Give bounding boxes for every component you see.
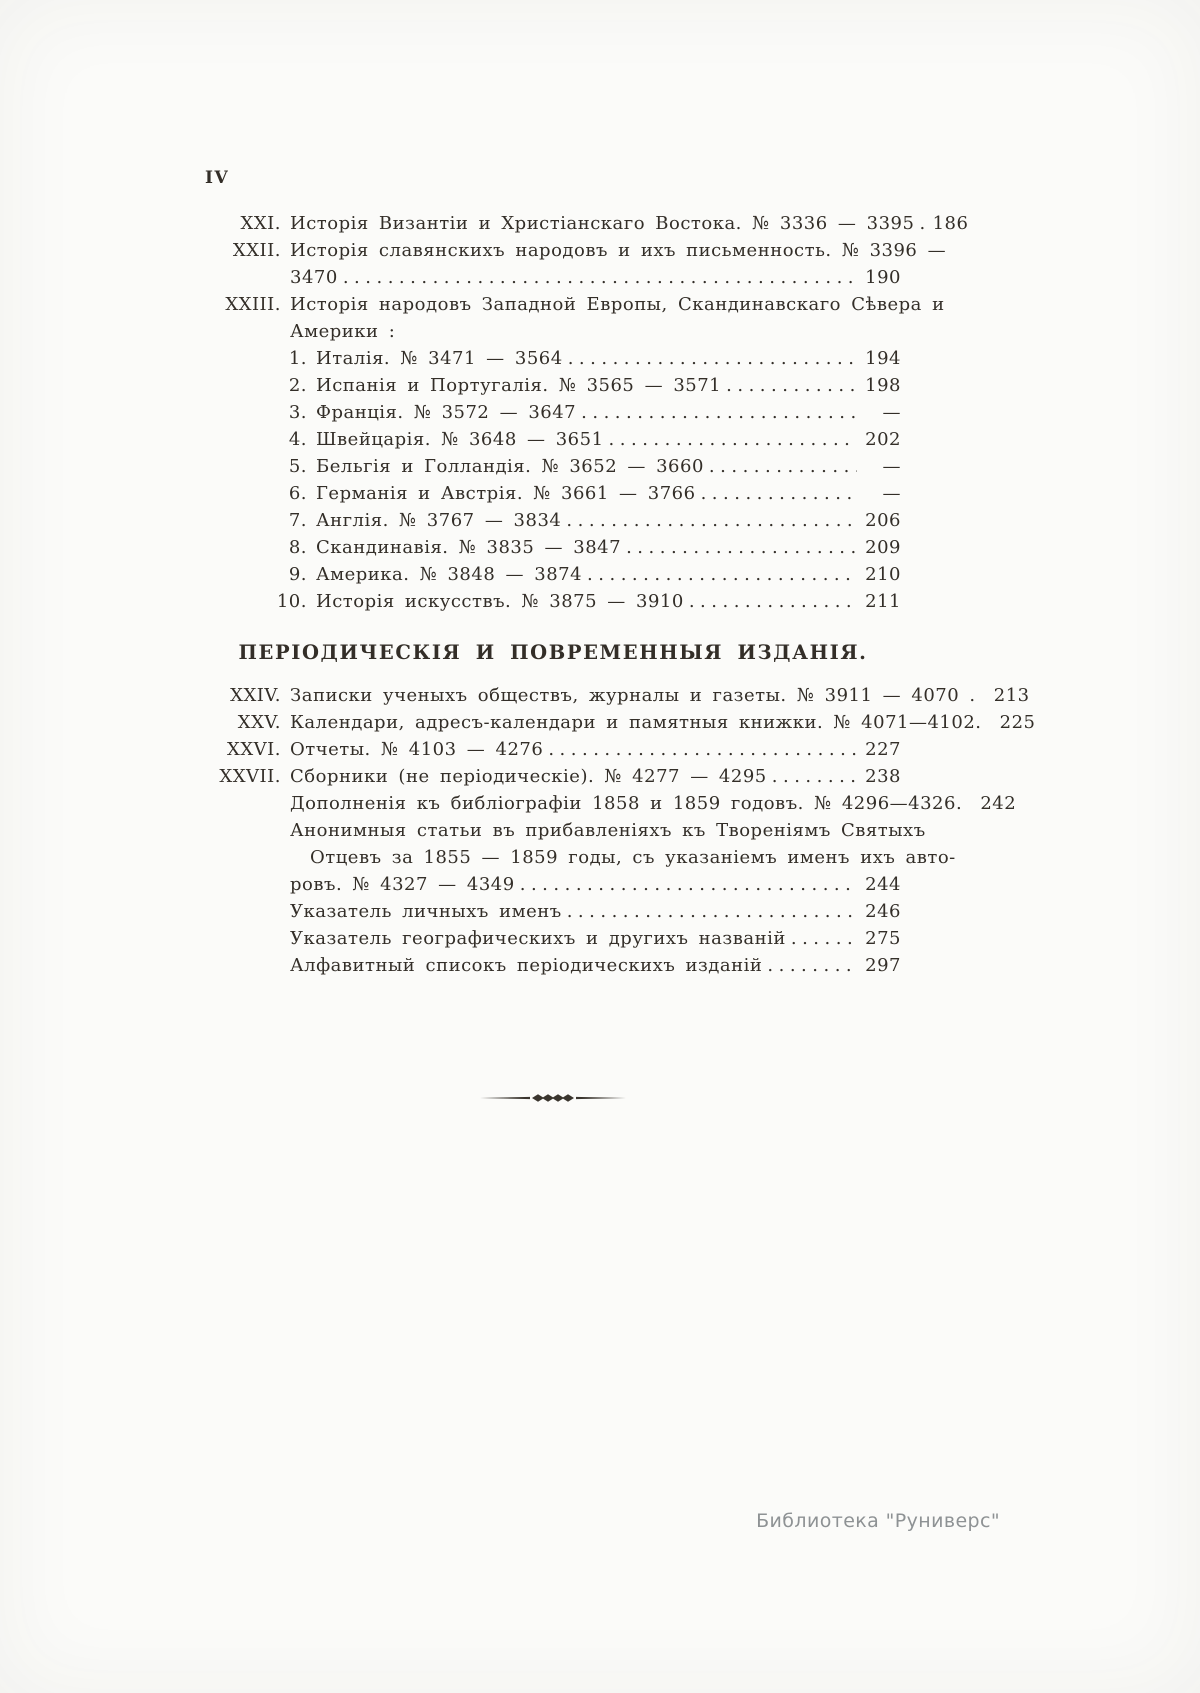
entry-number: 3. — [288, 402, 307, 423]
toc-row — [205, 210, 969, 237]
toc-row — [205, 790, 1017, 817]
entry-text: Италія. № 3471 — 3564 — [316, 348, 563, 369]
dot-leader — [762, 952, 857, 979]
entry-number: XXVII. — [219, 766, 281, 787]
entry-text: Исторія народовъ Западной Европы, Скандинавскаго Сѣвера и — [290, 294, 945, 315]
page-number: 246 — [865, 901, 901, 922]
divider-ornament — [478, 1091, 628, 1105]
dot-leader — [563, 345, 857, 372]
page-number: 227 — [865, 739, 901, 760]
entry-number: 6. — [288, 483, 307, 504]
toc-row — [205, 682, 1030, 709]
dot-leader — [721, 372, 857, 399]
entry-number: 8. — [288, 537, 307, 558]
entry-text: Франція. № 3572 — 3647 — [316, 402, 577, 423]
page-number: 209 — [865, 537, 901, 558]
entry-number: XXIV. — [230, 685, 281, 706]
dot-leader — [338, 264, 857, 291]
toc-row — [205, 237, 947, 264]
entry-text: Анонимныя статьи въ прибавленіяхъ къ Твореніямъ Святыхъ — [290, 820, 926, 841]
entry-text: Испанія и Португалія. № 3565 — 3571 — [316, 375, 722, 396]
entry-text: Англія. № 3767 — 3834 — [316, 510, 562, 531]
toc-row — [205, 952, 901, 979]
dot-leader — [767, 763, 857, 790]
toc-row — [205, 480, 901, 507]
entry-number: 10. — [276, 591, 307, 612]
entry-text: Германія и Австрія. № 3661 — 3766 — [316, 483, 696, 504]
entry-number: XXV. — [237, 712, 281, 733]
toc-row — [205, 534, 901, 561]
entry-text: 3470 — [290, 267, 338, 288]
dot-leader — [704, 453, 857, 480]
entry-text: Исторія Византіи и Христіанскаго Востока. № 3336 — 3395 — [290, 213, 915, 234]
page-number: 238 — [865, 766, 901, 787]
toc-row — [205, 372, 901, 399]
page-number: 225 — [999, 712, 1036, 733]
entry-number: 4. — [288, 429, 307, 450]
toc-row — [205, 844, 956, 871]
page-number: 186 — [932, 213, 969, 234]
page-number: 206 — [865, 510, 901, 531]
toc-row — [205, 709, 1036, 736]
toc-row — [205, 507, 901, 534]
toc-row — [205, 898, 901, 925]
page-number: 242 — [980, 793, 1017, 814]
entry-text: Исторія искусствъ. № 3875 — 3910 — [316, 591, 684, 612]
entry-text: Сборники (не періодическіе). № 4277 — 4295 — [290, 766, 767, 787]
page-number: 190 — [865, 267, 901, 288]
page-number: 194 — [865, 348, 901, 369]
entry-text: Отцевъ за 1855 — 1859 годы, съ указаніемъ именъ ихъ авто- — [310, 847, 956, 868]
toc-row — [205, 318, 901, 345]
toc-row — [205, 264, 901, 291]
dot-leader — [604, 426, 857, 453]
page-number: 297 — [865, 955, 901, 976]
dot-leader — [621, 534, 857, 561]
entry-number: XXI. — [240, 213, 281, 234]
toc-row — [205, 817, 926, 844]
entry-text: Америки : — [290, 321, 396, 342]
page-number: 210 — [865, 564, 901, 585]
toc-row — [205, 453, 901, 480]
entry-text: Америка. № 3848 — 3874 — [316, 564, 583, 585]
page-number: — — [882, 483, 901, 504]
page-folio: IV — [205, 168, 230, 188]
dot-leader — [576, 399, 857, 426]
entry-text: Отчеты. № 4103 — 4276 — [290, 739, 544, 760]
entry-text: Календари, адресъ-календари и памятныя книжки. № 4071—4102. — [290, 712, 982, 733]
page-number: 202 — [865, 429, 901, 450]
entry-text: ровъ. № 4327 — 4349 — [290, 874, 515, 895]
entry-text: Скандинавія. № 3835 — 3847 — [316, 537, 622, 558]
entry-number: 7. — [288, 510, 307, 531]
page-number: 244 — [865, 874, 901, 895]
toc-row — [205, 871, 901, 898]
entry-text: Указатель географическихъ и другихъ названій — [290, 928, 786, 949]
entry-text: Записки ученыхъ обществъ, журналы и газеты. № 3911 — 4070 . — [290, 685, 976, 706]
dot-leader — [696, 480, 857, 507]
page-number: — — [882, 456, 901, 477]
entry-text: Дополненія къ библіографіи 1858 и 1859 годовъ. № 4296—4326. — [290, 793, 963, 814]
entry-number: XXIII. — [225, 294, 281, 315]
entry-number: 2. — [288, 375, 307, 396]
entry-number: 5. — [288, 456, 307, 477]
entry-text: Швейцарія. № 3648 — 3651 — [316, 429, 604, 450]
toc-row — [205, 291, 945, 318]
section-heading: ПЕРІОДИЧЕСКІЯ И ПОВРЕМЕННЫЯ ИЗДАНІЯ. — [238, 641, 868, 664]
dot-leader — [561, 507, 857, 534]
dot-leader — [786, 925, 857, 952]
entry-number: 9. — [288, 564, 307, 585]
dot-leader — [914, 210, 924, 237]
page-number: 211 — [865, 591, 901, 612]
dot-leader — [562, 898, 857, 925]
entry-text: Исторія славянскихъ народовъ и ихъ письменность. № 3396 — — [290, 240, 947, 261]
toc-row — [205, 736, 901, 763]
toc-row — [205, 925, 901, 952]
entry-number: 1. — [288, 348, 307, 369]
dot-leader — [582, 561, 857, 588]
page-number: 213 — [993, 685, 1030, 706]
entry-number: XXII. — [232, 240, 281, 261]
toc-content — [205, 168, 1036, 1105]
entry-number: XXVI. — [227, 739, 281, 760]
library-watermark: Библиотека "Руниверс" — [756, 1510, 1000, 1532]
dot-leader — [684, 588, 857, 615]
toc-row — [205, 399, 901, 426]
dot-leader — [543, 736, 857, 763]
toc-row — [205, 561, 901, 588]
page-number: 275 — [865, 928, 901, 949]
toc-row — [205, 426, 901, 453]
toc-row — [205, 763, 901, 790]
entry-text: Указатель личныхъ именъ — [290, 901, 562, 922]
page-number: — — [882, 402, 901, 423]
dot-leader — [515, 871, 857, 898]
entry-text: Алфавитный списокъ періодическихъ изданій — [290, 955, 763, 976]
page-number: 198 — [865, 375, 901, 396]
toc-row — [205, 345, 901, 372]
toc-row — [205, 588, 901, 615]
entry-text: Бельгія и Голландія. № 3652 — 3660 — [316, 456, 704, 477]
